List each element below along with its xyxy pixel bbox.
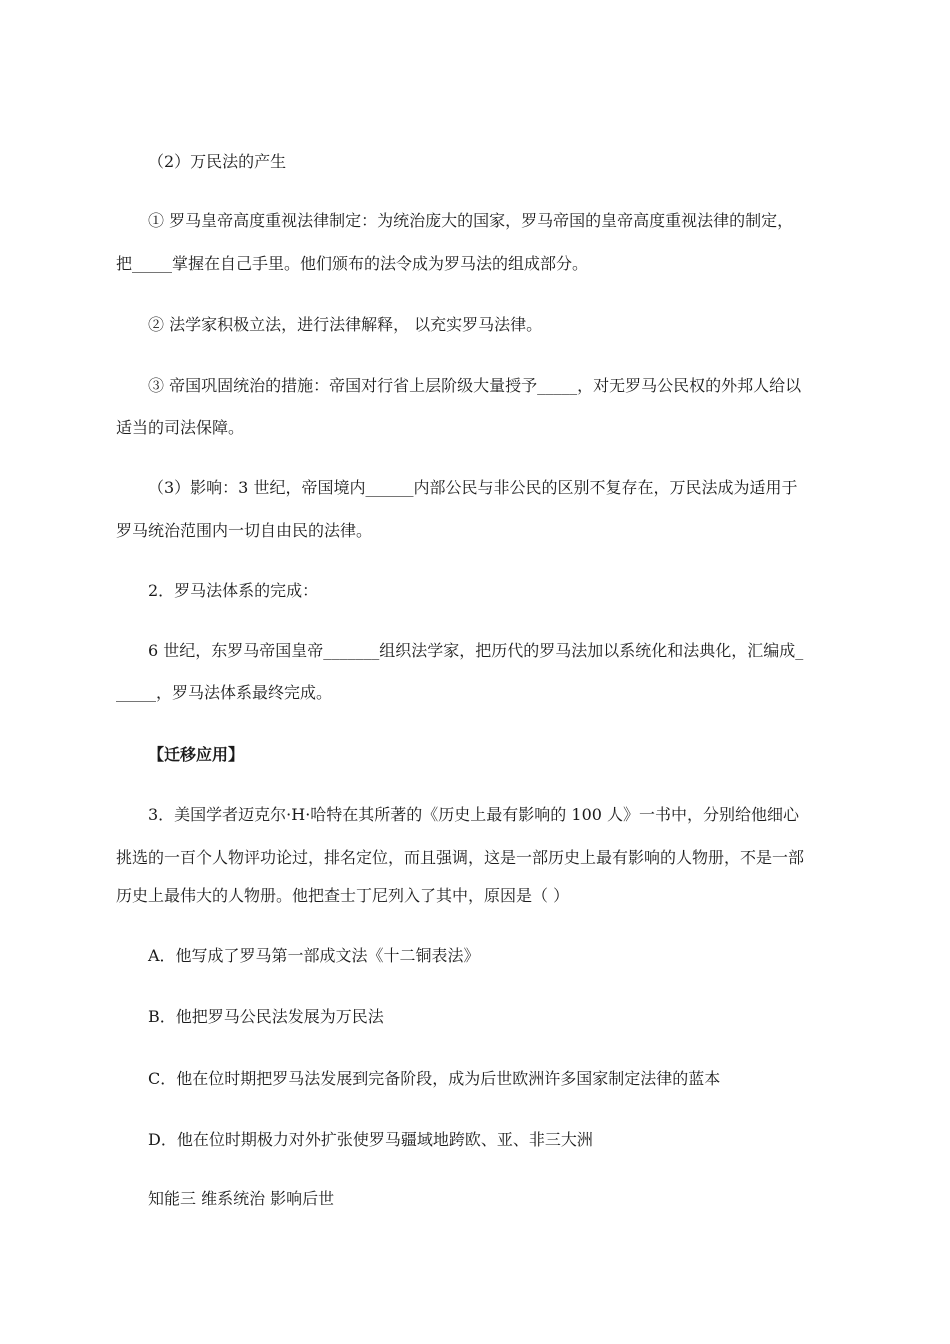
question-line1: 3．美国学者迈克尔·H·哈特在其所著的《历史上最有影响的 100 人》一书中，分别给他细心	[148, 805, 800, 824]
paragraph-point3-line2: 适当的司法保障。	[116, 418, 245, 437]
question-line3: 历史上最伟大的人物册。他把查士丁尼列入了其中，原因是（ ）	[116, 886, 570, 905]
paragraph-influence-line2: 罗马统治范围内一切自由民的法律。	[116, 521, 373, 540]
paragraph-influence-line1: （3）影响：3 世纪，帝国境内______内部公民与非公民的区别不复存在，万民法成为适用于	[148, 478, 798, 497]
section-heading-system: 2．罗马法体系的完成：	[148, 581, 319, 600]
paragraph-system-line2: _____，罗马法体系最终完成。	[116, 683, 333, 702]
paragraph-point3-line1: ③ 帝国巩固统治的措施：帝国对行省上层阶级大量授予_____，对无罗马公民权的外邦人给以	[148, 376, 802, 395]
option-b: B．他把罗马公民法发展为万民法	[148, 1007, 384, 1026]
question-line2: 挑选的一百个人物评功论过，排名定位，而且强调，这是一部历史上最有影响的人物册，不是一部	[116, 848, 805, 867]
paragraph-point1-line1: ① 罗马皇帝高度重视法律制定：为统治庞大的国家，罗马帝国的皇帝高度重视法律的制定，	[148, 211, 794, 230]
option-c: C．他在位时期把罗马法发展到完备阶段，成为后世欧洲许多国家制定法律的蓝本	[148, 1069, 721, 1088]
option-a: A．他写成了罗马第一部成文法《十二铜表法》	[148, 946, 480, 965]
section-heading-transfer: 【迁移应用】	[148, 745, 245, 764]
paragraph-point1-line2: 把_____掌握在自己手里。他们颁布的法令成为罗马法的组成部分。	[116, 254, 589, 273]
paragraph-system-line1: 6 世纪，东罗马帝国皇帝_______组织法学家，把历代的罗马法加以系统化和法典化，汇编成_	[148, 641, 804, 660]
section-heading-knowledge3: 知能三 维系统治 影响后世	[148, 1189, 335, 1208]
section-heading-wanminfa: （2）万民法的产生	[148, 152, 287, 171]
option-d: D．他在位时期极力对外扩张使罗马疆域地跨欧、亚、非三大洲	[148, 1130, 593, 1149]
paragraph-point2: ② 法学家积极立法，进行法律解释， 以充实罗马法律。	[148, 315, 543, 334]
